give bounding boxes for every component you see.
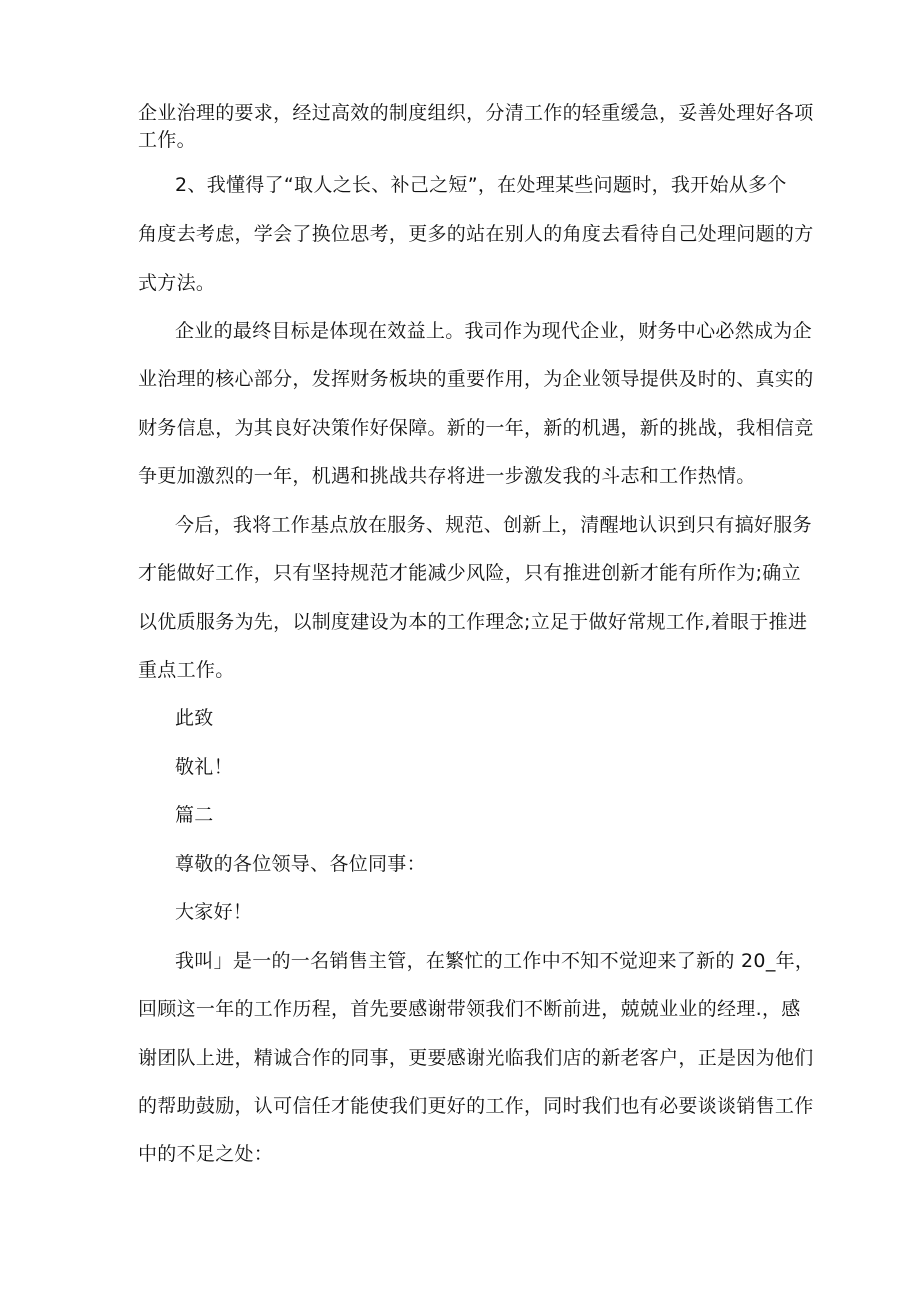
closing-regards: 敬礼！ — [175, 756, 233, 778]
section-heading: 篇二 — [175, 804, 214, 826]
text-line: 今后，我将工作基点放在服务、规范、创新上，清醒地认识到只有搞好服务 — [175, 514, 812, 536]
text-line: 争更加激烈的一年，机遇和挑战共存将进一步激发我的斗志和工作热情。 — [138, 465, 756, 487]
text-line: 谢团队上进，精诚合作的同事，更要感谢光临我们店的新老客户，正是因为他们 — [138, 1047, 814, 1069]
text-line: 中的不足之处： — [138, 1143, 274, 1165]
text-line: 企业的最终目标是体现在效益上。我司作为现代企业，财务中心必然成为企 — [175, 320, 812, 342]
text-line: 工作。 — [138, 129, 196, 151]
text-line: 角度去考虑，学会了换位思考，更多的站在别人的角度去看待自己处理问题的方 — [138, 223, 814, 245]
text-line: 2、我懂得了“取人之长、补己之短”，在处理某些问题时，我开始从多个 — [175, 174, 787, 196]
closing-salutation: 此致 — [175, 707, 214, 729]
text-line: 重点工作。 — [138, 659, 235, 681]
text-line: 式方法。 — [138, 272, 216, 294]
text-line: 财务信息，为其良好决策作好保障。新的一年，新的机遇，新的挑战，我相信竞 — [138, 417, 814, 439]
text-line: 业治理的核心部分，发挥财务板块的重要作用，为企业领导提供及时的、真实的 — [138, 368, 814, 390]
text-line: 企业治理的要求，经过高效的制度组织，分清工作的轻重缓急，妥善处理好各项 — [138, 102, 814, 124]
text-line: 的帮助鼓励，认可信任才能使我们更好的工作，同时我们也有必要谈谈销售工作 — [138, 1095, 814, 1117]
text-line: 才能做好工作，只有坚持规范才能减少风险，只有推进创新才能有所作为;确立 — [138, 562, 801, 584]
text-line: 我叫」是一的一名销售主管，在繁忙的工作中不知不觉迎来了新的 20_年， — [175, 950, 815, 972]
greeting-line: 尊敬的各位领导、各位同事： — [175, 853, 426, 875]
greeting-line: 大家好！ — [175, 901, 253, 923]
text-line: 以优质服务为先，以制度建设为本的工作理念;立足于做好常规工作,着眼于推进 — [138, 611, 808, 633]
text-line: 回顾这一年的工作历程，首先要感谢带领我们不断前进，兢兢业业的经理.，感 — [138, 998, 801, 1020]
